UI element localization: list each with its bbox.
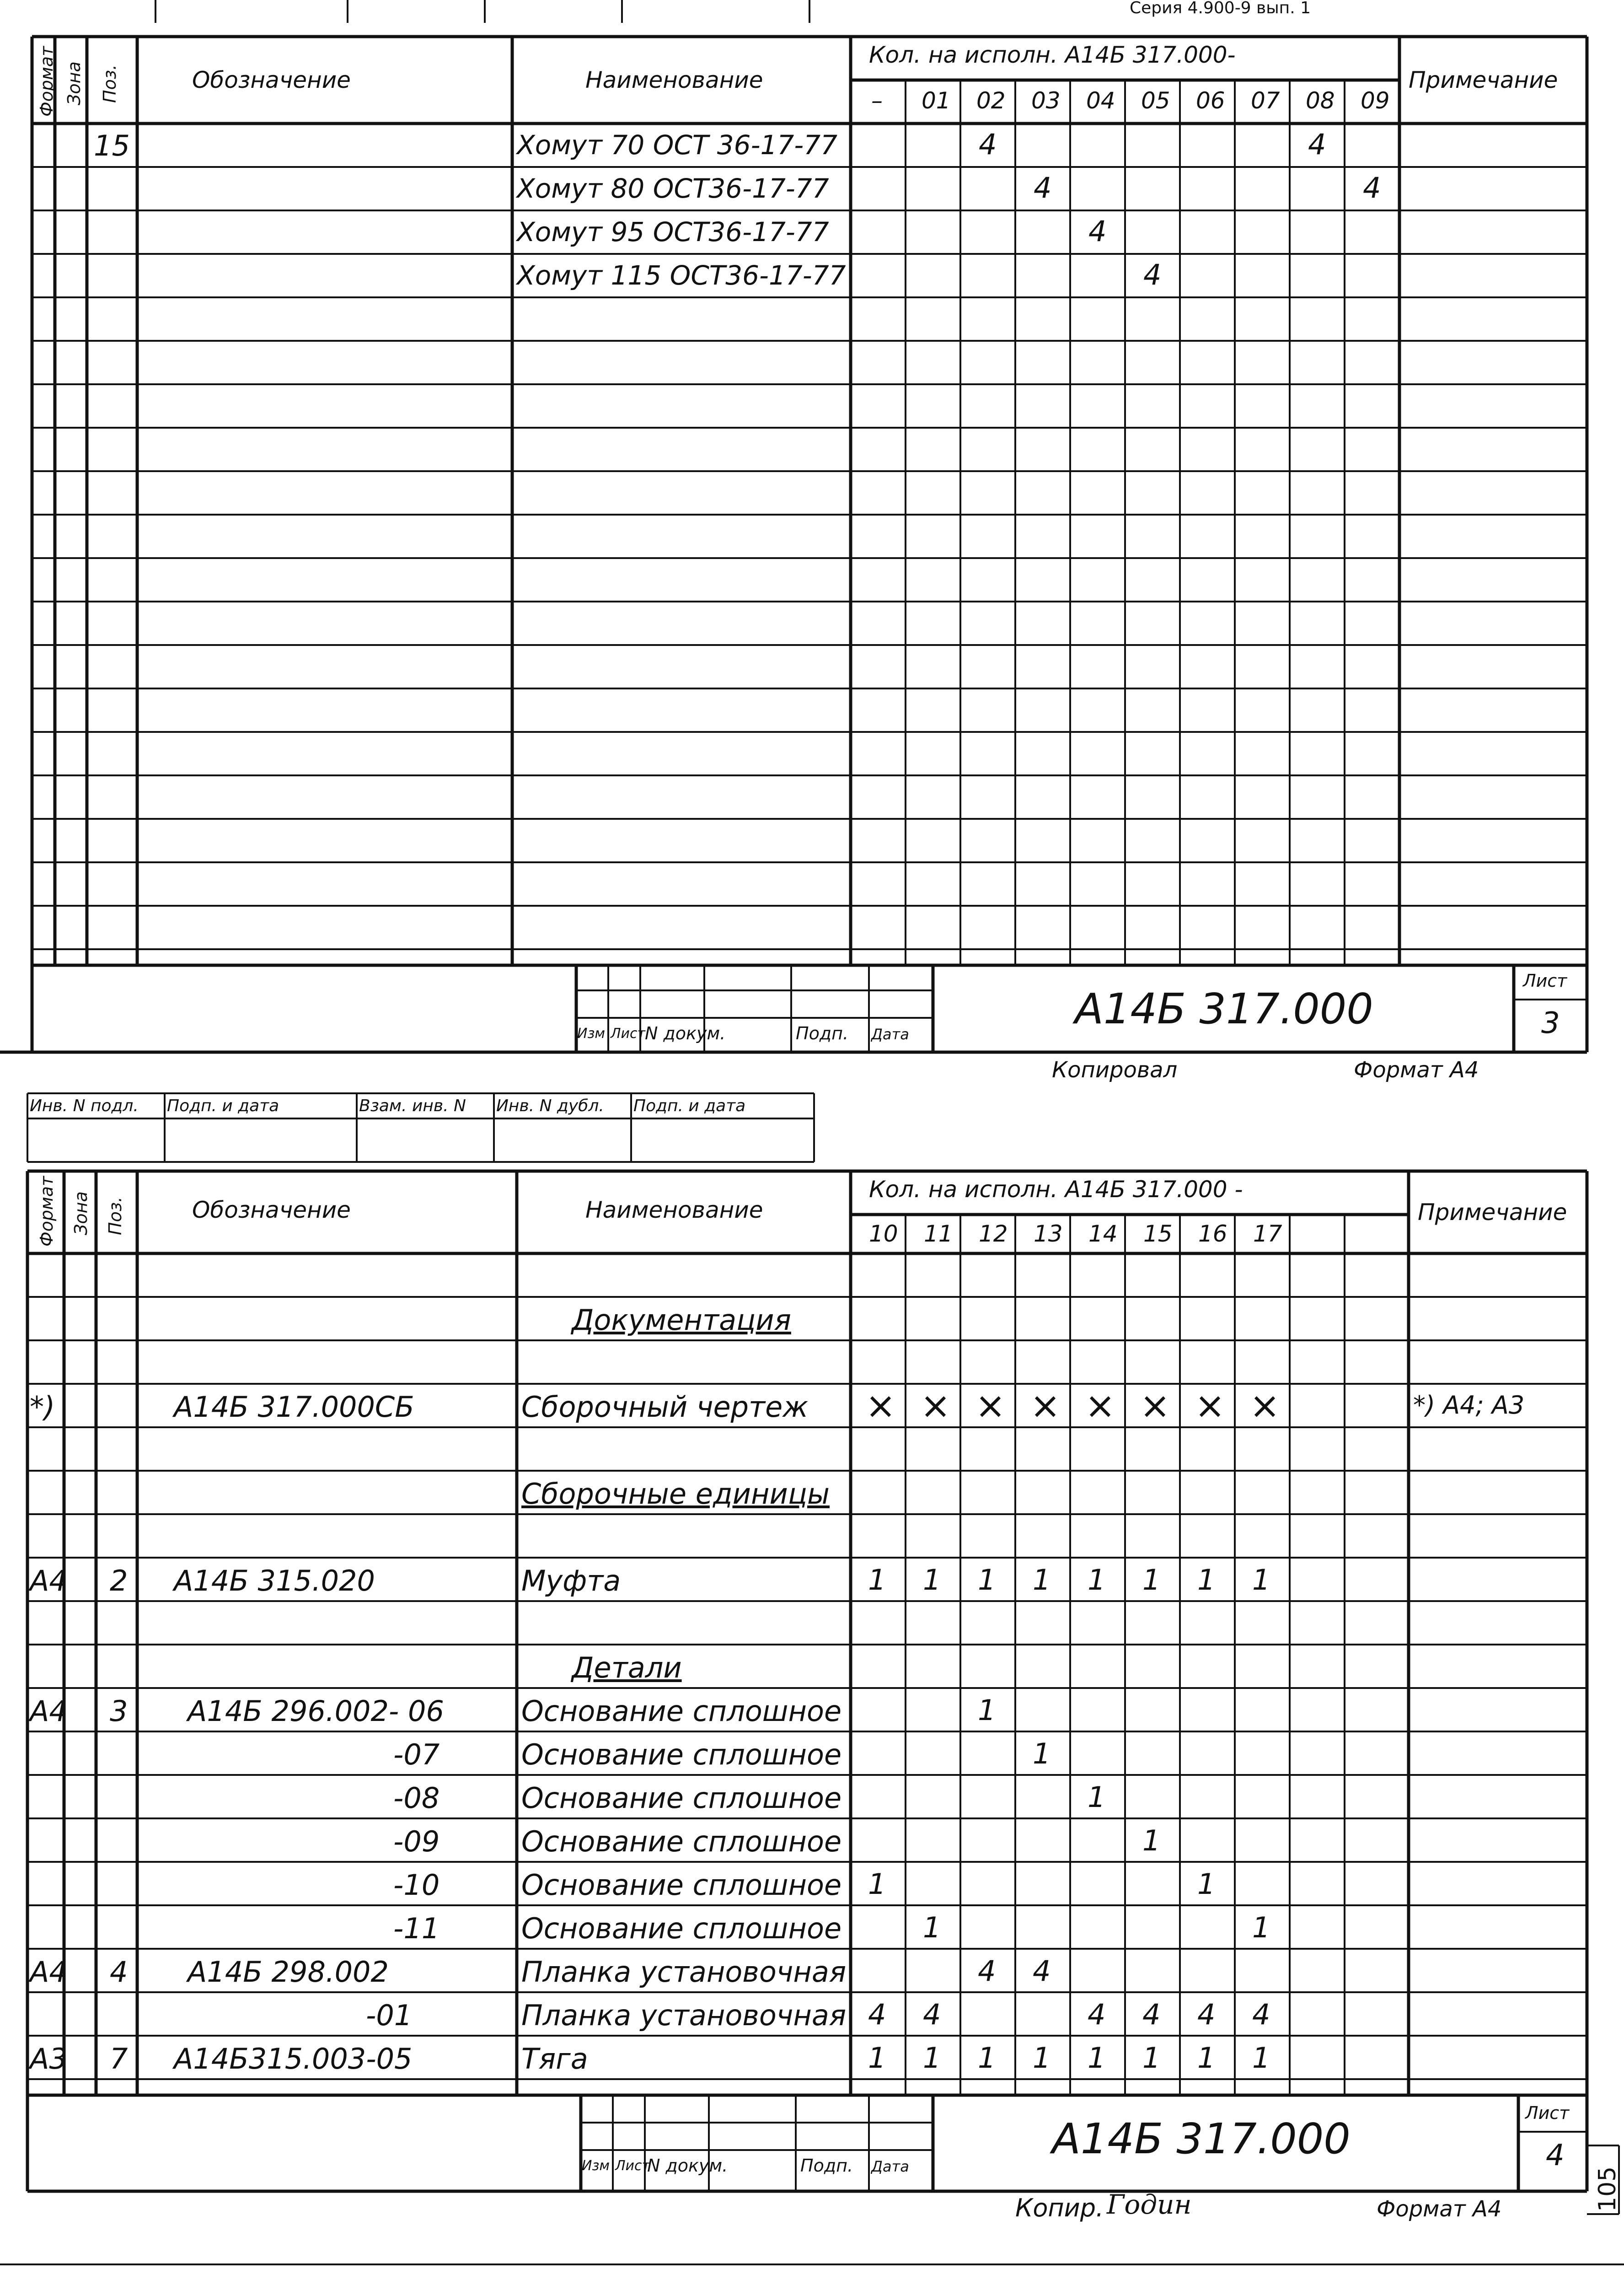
row-designation: -11 — [393, 1912, 440, 1945]
qty-mark: 1 — [1252, 1563, 1270, 1597]
qty-mark: 1 — [1197, 2041, 1216, 2075]
inv-cell: Подп. и дата — [167, 1097, 279, 1115]
row-pos: 4 — [110, 1955, 128, 1989]
row-designation: А14Б 315.020 — [174, 1564, 375, 1597]
qty-mark: × — [1030, 1384, 1061, 1427]
exec-col: – — [871, 87, 883, 114]
col-name-header: Наименование — [585, 67, 763, 93]
row-pos: 3 — [110, 1694, 128, 1728]
inv-cell: Взам. инв. N — [359, 1097, 466, 1115]
qty-mark: 4 — [1142, 1998, 1161, 2031]
exec-col: 06 — [1196, 87, 1225, 114]
qty-mark: 1 — [868, 2041, 886, 2075]
row-note: *) А4; А3 — [1413, 1391, 1525, 1419]
col-note-header: Примечание — [1418, 1199, 1567, 1226]
qty-mark: 1 — [1033, 2041, 1051, 2075]
qty-mark: 1 — [1197, 1563, 1216, 1597]
qty-mark: 1 — [1252, 2041, 1270, 2075]
col-note-header: Примечание — [1409, 67, 1558, 93]
row-name: Основание сплошное — [521, 1825, 842, 1858]
col-pos-header: Поз. — [105, 1196, 125, 1235]
qty-cell: 4 — [1034, 171, 1052, 204]
qty-mark: 1 — [1142, 1824, 1161, 1857]
inv-cell: Инв. N дубл. — [496, 1097, 604, 1115]
row-name: Хомут 115 ОСТ36-17-77 — [517, 260, 846, 291]
col-zone-header: Зона — [64, 61, 84, 105]
qty-cell: 4 — [979, 128, 997, 161]
exec-col: 07 — [1251, 87, 1280, 114]
qty-mark: 1 — [978, 1694, 996, 1727]
row-name: Муфта — [521, 1564, 621, 1597]
doc-number: А14Б 317.000 — [1075, 984, 1373, 1033]
qty-mark: 1 — [1142, 2041, 1161, 2075]
qty-mark: 4 — [1088, 1998, 1106, 2031]
sheet-number: 3 — [1541, 1006, 1560, 1040]
qty-mark: 4 — [923, 1998, 941, 2031]
row-name: Сборочный чертеж — [521, 1390, 809, 1424]
qty-mark: × — [1249, 1384, 1281, 1427]
row-pos: 7 — [110, 2042, 128, 2075]
col-designation-header: Обозначение — [192, 67, 351, 93]
exec-col: 17 — [1253, 1220, 1282, 1247]
exec-col: 01 — [922, 87, 951, 114]
qty-cell: 4 — [1143, 258, 1162, 291]
qty-mark: 1 — [923, 1911, 941, 1944]
sheet-label: Лист — [1525, 2103, 1570, 2123]
qty-header: Кол. на исполн. А14Б 317.000 - — [869, 1176, 1243, 1203]
section-parts: Детали — [572, 1651, 682, 1684]
row-designation: -01 — [366, 1999, 413, 2032]
row-name: Хомут 80 ОСТ36-17-77 — [517, 173, 829, 204]
exec-col: 15 — [1143, 1220, 1173, 1247]
exec-col: 13 — [1034, 1220, 1063, 1247]
sheet-number: 4 — [1546, 2139, 1565, 2172]
qty-mark: 4 — [1252, 1998, 1270, 2031]
qty-mark: 1 — [868, 1867, 886, 1901]
qty-mark: 1 — [978, 1563, 996, 1597]
sheet4-grid — [0, 1093, 1624, 2264]
col-name-header: Наименование — [585, 1197, 763, 1223]
row-designation: -07 — [393, 1738, 440, 1771]
exec-col: 11 — [924, 1220, 953, 1247]
row-designation: А14Б 298.002 — [188, 1955, 389, 1989]
row-name: Хомут 95 ОСТ36-17-77 — [517, 216, 829, 247]
copied-label: Копир. — [1015, 2194, 1104, 2222]
stamp-podp: Подп. — [800, 2156, 853, 2176]
qty-cell: 4 — [1088, 215, 1107, 248]
series-label: Серия 4.900-9 вып. 1 — [1130, 0, 1311, 17]
col-format-header: Формат — [37, 1176, 57, 1247]
exec-col: 14 — [1088, 1220, 1118, 1247]
exec-col: 12 — [979, 1220, 1008, 1247]
qty-mark: 4 — [868, 1998, 886, 2031]
qty-mark: 4 — [1033, 1954, 1051, 1988]
qty-mark: 1 — [868, 1563, 886, 1597]
row-name: Основание сплошное — [521, 1738, 842, 1771]
col-format-header: Формат — [37, 46, 57, 117]
row-name: Основание сплошное — [521, 1912, 842, 1945]
qty-mark: × — [1140, 1384, 1171, 1427]
qty-mark: 1 — [923, 1563, 941, 1597]
row-name: Тяга — [521, 2042, 588, 2075]
qty-mark: 1 — [1033, 1737, 1051, 1770]
qty-mark: 1 — [978, 2041, 996, 2075]
row-designation: -09 — [393, 1825, 440, 1858]
stamp-izm: Изм — [577, 1026, 606, 1042]
qty-header: Кол. на исполн. А14Б 317.000- — [869, 42, 1236, 68]
row-format: А3 — [30, 2042, 67, 2075]
row-format: А4 — [30, 1955, 67, 1989]
page-number: 105 — [1594, 2166, 1621, 2212]
qty-mark: 1 — [1088, 2041, 1106, 2075]
exec-col: 09 — [1361, 87, 1390, 114]
col-zone-header: Зона — [71, 1191, 91, 1235]
qty-mark: × — [920, 1384, 951, 1427]
exec-col: 02 — [976, 87, 1006, 114]
exec-col: 08 — [1306, 87, 1335, 114]
exec-col: 05 — [1141, 87, 1170, 114]
col-pos-header: Поз. — [100, 64, 120, 103]
format-label: Формат А4 — [1377, 2196, 1502, 2222]
row-format: А4 — [30, 1564, 67, 1597]
sheet-label: Лист — [1523, 971, 1567, 991]
exec-col: 10 — [869, 1220, 898, 1247]
row-pos: 15 — [94, 129, 130, 162]
row-name: Хомут 70 ОСТ 36-17-77 — [517, 129, 838, 161]
stamp-list: Лист — [615, 2158, 650, 2174]
section-documentation: Документация — [572, 1303, 791, 1337]
row-name: Основание сплошное — [521, 1868, 842, 1902]
exec-col: 04 — [1086, 87, 1115, 114]
inv-cell: Инв. N подл. — [30, 1097, 139, 1115]
qty-mark: × — [865, 1384, 896, 1427]
row-designation: -08 — [393, 1781, 440, 1815]
qty-cell: 4 — [1363, 171, 1381, 204]
copied-label: Копировал — [1052, 1057, 1178, 1083]
qty-mark: × — [1195, 1384, 1226, 1427]
stamp-data: Дата — [871, 2158, 909, 2175]
qty-cell: 4 — [1308, 128, 1326, 161]
qty-mark: 1 — [1088, 1563, 1106, 1597]
row-pos: 2 — [110, 1564, 128, 1597]
row-name: Основание сплошное — [521, 1781, 842, 1815]
stamp-n-dokum: N докум. — [647, 2156, 728, 2176]
exec-col: 03 — [1031, 87, 1061, 114]
row-name: Основание сплошное — [521, 1694, 842, 1728]
inv-cell: Подп. и дата — [633, 1097, 746, 1115]
exec-col: 16 — [1198, 1220, 1227, 1247]
row-designation: А14Б 296.002- 06 — [188, 1694, 444, 1728]
qty-mark: 4 — [1197, 1998, 1216, 2031]
qty-mark: 1 — [1252, 1911, 1270, 1944]
row-name: Планка установочная — [521, 1955, 847, 1989]
qty-mark: 1 — [1088, 1780, 1106, 1814]
qty-mark: 1 — [1197, 1867, 1216, 1901]
row-format: *) — [30, 1390, 55, 1424]
qty-mark: 1 — [1142, 1563, 1161, 1597]
format-label: Формат А4 — [1354, 1057, 1479, 1083]
qty-mark: × — [1085, 1384, 1116, 1427]
qty-mark: 1 — [923, 2041, 941, 2075]
stamp-izm: Изм — [582, 2158, 610, 2174]
copier-signature: Годин — [1107, 2189, 1192, 2220]
row-format: А4 — [30, 1694, 67, 1728]
stamp-n-dokum: N докум. — [645, 1023, 726, 1043]
qty-mark: 1 — [1033, 1563, 1051, 1597]
doc-number: А14Б 317.000 — [1052, 2114, 1351, 2163]
section-assembly-units: Сборочные единицы — [521, 1477, 830, 1511]
col-designation-header: Обозначение — [192, 1197, 351, 1223]
stamp-podp: Подп. — [796, 1023, 849, 1043]
qty-mark: 4 — [978, 1954, 996, 1988]
row-designation: -10 — [393, 1868, 440, 1902]
stamp-data: Дата — [871, 1026, 909, 1043]
row-designation: А14Б 317.000СБ — [174, 1390, 414, 1424]
row-designation: А14Б315.003-05 — [174, 2042, 413, 2075]
qty-mark: × — [975, 1384, 1006, 1427]
row-name: Планка установочная — [521, 1999, 847, 2032]
stamp-list: Лист — [611, 1026, 646, 1042]
